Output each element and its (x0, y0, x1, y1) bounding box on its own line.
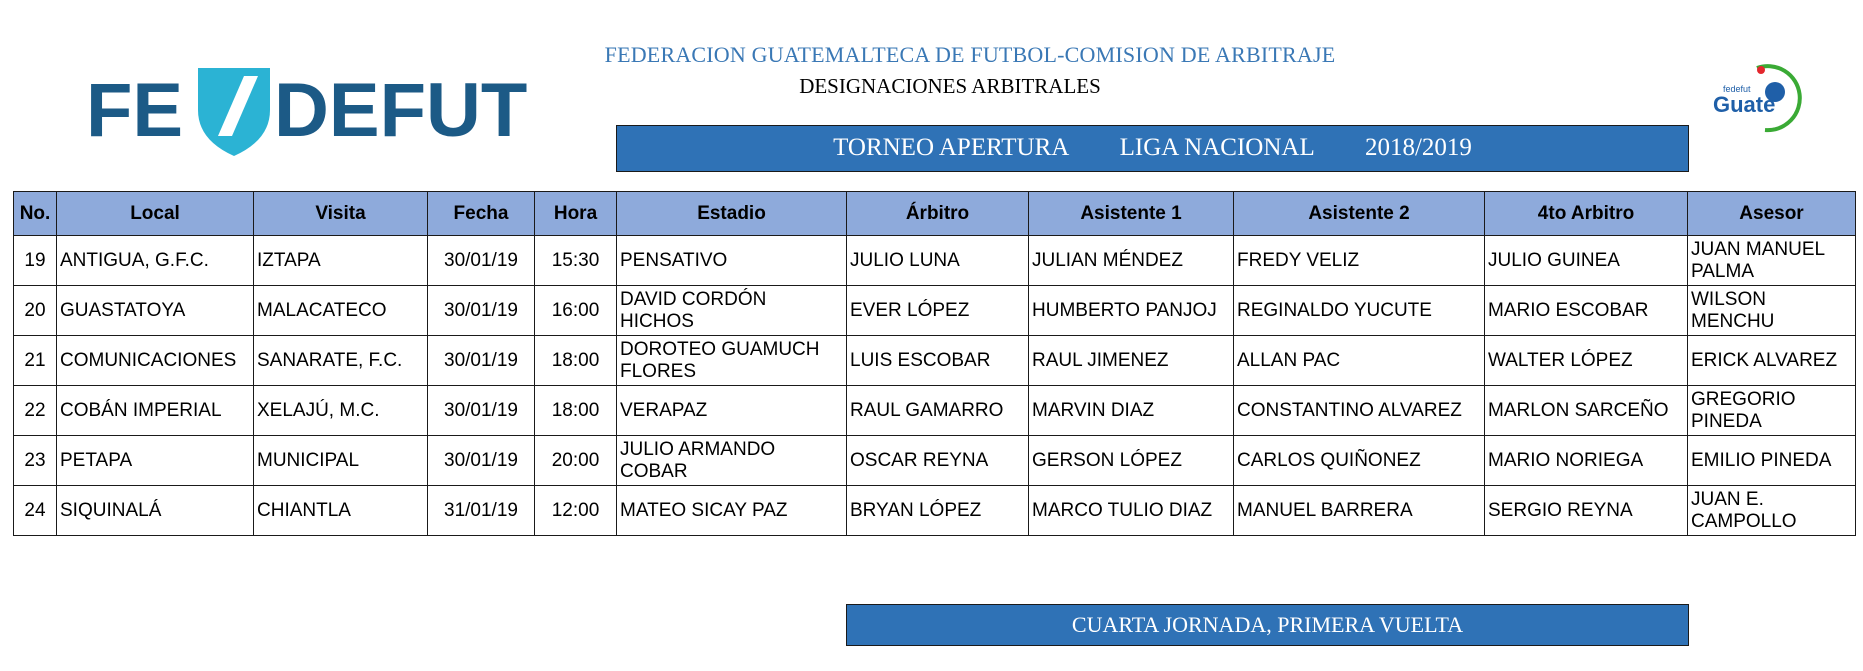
cell-arbitro: RAUL GAMARRO (847, 386, 1029, 436)
cell-asistente-1: RAUL JIMENEZ (1029, 336, 1234, 386)
table-row (14, 286, 1856, 336)
table-row (14, 336, 1856, 386)
cell-estadio: PENSATIVO (617, 236, 847, 286)
col-header-estadio: Estadio (617, 192, 847, 236)
guate-logo (1707, 62, 1807, 136)
cell-hora: 18:00 (535, 336, 617, 386)
cell-4to-arbitro: MARLON SARCEÑO (1485, 386, 1688, 436)
logo-guate-text: Guate (1713, 92, 1776, 117)
cell-visita: IZTAPA (254, 236, 428, 286)
cell-4to-arbitro: WALTER LÓPEZ (1485, 336, 1688, 386)
cell-asistente-2: ALLAN PAC (1234, 336, 1485, 386)
cell-fecha: 31/01/19 (428, 486, 535, 536)
table-row (14, 386, 1856, 436)
cell-4to-arbitro: MARIO NORIEGA (1485, 436, 1688, 486)
cell-visita: CHIANTLA (254, 486, 428, 536)
cell-visita: XELAJÚ, M.C. (254, 386, 428, 436)
col-header-4to-arbitro: 4to Arbitro (1485, 192, 1688, 236)
cell-hora: 16:00 (535, 286, 617, 336)
cell-hora: 18:00 (535, 386, 617, 436)
cell-no: 20 (14, 286, 57, 336)
matchday-banner: CUARTA JORNADA, PRIMERA VUELTA (846, 604, 1689, 646)
cell-4to-arbitro: JULIO GUINEA (1485, 236, 1688, 286)
cell-no: 21 (14, 336, 57, 386)
cell-asesor: JUAN MANUEL PALMA (1688, 236, 1856, 286)
table-row (14, 236, 1856, 286)
col-header-hora: Hora (535, 192, 617, 236)
cell-local: GUASTATOYA (57, 286, 254, 336)
cell-fecha: 30/01/19 (428, 286, 535, 336)
cell-hora: 12:00 (535, 486, 617, 536)
cell-asistente-2: MANUEL BARRERA (1234, 486, 1485, 536)
cell-asistente-2: CONSTANTINO ALVAREZ (1234, 386, 1485, 436)
cell-no: 22 (14, 386, 57, 436)
cell-arbitro: LUIS ESCOBAR (847, 336, 1029, 386)
cell-4to-arbitro: MARIO ESCOBAR (1485, 286, 1688, 336)
federation-title: FEDERACION GUATEMALTECA DE FUTBOL-COMISION DE ARBITRAJE (604, 42, 1336, 67)
cell-arbitro: OSCAR REYNA (847, 436, 1029, 486)
cell-asistente-1: MARCO TULIO DIAZ (1029, 486, 1234, 536)
table-header-row (14, 192, 1856, 236)
col-header-fecha: Fecha (428, 192, 535, 236)
table-row (14, 486, 1856, 536)
tournament-name: TORNEO APERTURA (833, 134, 1070, 161)
cell-asesor: GREGORIO PINEDA (1688, 386, 1856, 436)
cell-4to-arbitro: SERGIO REYNA (1485, 486, 1688, 536)
cell-visita: MUNICIPAL (254, 436, 428, 486)
cell-local: ANTIGUA, G.F.C. (57, 236, 254, 286)
cell-local: PETAPA (57, 436, 254, 486)
table-row (14, 436, 1856, 486)
col-header-asesor: Asesor (1688, 192, 1856, 236)
cell-no: 23 (14, 436, 57, 486)
cell-fecha: 30/01/19 (428, 336, 535, 386)
logo-text-defut: DEFUT (274, 68, 528, 153)
cell-asesor: JUAN E. CAMPOLLO (1688, 486, 1856, 536)
cell-asesor: WILSON MENCHU (1688, 286, 1856, 336)
cell-asistente-2: CARLOS QUIÑONEZ (1234, 436, 1485, 486)
document-subtitle: DESIGNACIONES ARBITRALES (799, 74, 1101, 98)
cell-estadio: DOROTEO GUAMUCH FLORES (617, 336, 847, 386)
cell-asistente-1: JULIAN MÉNDEZ (1029, 236, 1234, 286)
cell-arbitro: JULIO LUNA (847, 236, 1029, 286)
cell-no: 19 (14, 236, 57, 286)
cell-arbitro: BRYAN LÓPEZ (847, 486, 1029, 536)
cell-asistente-1: HUMBERTO PANJOJ (1029, 286, 1234, 336)
cell-no: 24 (14, 486, 57, 536)
fedefut-logo (86, 66, 528, 156)
logo-text-fe: FE (86, 68, 184, 153)
tournament-banner (616, 125, 1689, 172)
cell-visita: MALACATECO (254, 286, 428, 336)
cell-asesor: EMILIO PINEDA (1688, 436, 1856, 486)
cell-fecha: 30/01/19 (428, 436, 535, 486)
col-header-no: No. (14, 192, 57, 236)
cell-estadio: MATEO SICAY PAZ (617, 486, 847, 536)
cell-local: COBÁN IMPERIAL (57, 386, 254, 436)
cell-estadio: DAVID CORDÓN HICHOS (617, 286, 847, 336)
cell-asistente-2: REGINALDO YUCUTE (1234, 286, 1485, 336)
col-header-visita: Visita (254, 192, 428, 236)
col-header-asistente-1: Asistente 1 (1029, 192, 1234, 236)
logo-small-text: fedefut (1723, 84, 1751, 94)
cell-visita: SANARATE, F.C. (254, 336, 428, 386)
cell-asesor: ERICK ALVAREZ (1688, 336, 1856, 386)
cell-estadio: VERAPAZ (617, 386, 847, 436)
cell-fecha: 30/01/19 (428, 386, 535, 436)
cell-local: COMUNICACIONES (57, 336, 254, 386)
col-header-asistente-2: Asistente 2 (1234, 192, 1485, 236)
cell-asistente-1: MARVIN DIAZ (1029, 386, 1234, 436)
cell-asistente-1: GERSON LÓPEZ (1029, 436, 1234, 486)
logo-dot-icon (1757, 66, 1765, 74)
cell-hora: 15:30 (535, 236, 617, 286)
cell-hora: 20:00 (535, 436, 617, 486)
col-header-arbitro: Árbitro (847, 192, 1029, 236)
assignments-table (13, 191, 1856, 536)
cell-estadio: JULIO ARMANDO COBAR (617, 436, 847, 486)
season: 2018/2019 (1364, 134, 1472, 161)
league-name: LIGA NACIONAL (1119, 134, 1315, 161)
cell-fecha: 30/01/19 (428, 236, 535, 286)
col-header-local: Local (57, 192, 254, 236)
cell-asistente-2: FREDY VELIZ (1234, 236, 1485, 286)
cell-local: SIQUINALÁ (57, 486, 254, 536)
cell-arbitro: EVER LÓPEZ (847, 286, 1029, 336)
